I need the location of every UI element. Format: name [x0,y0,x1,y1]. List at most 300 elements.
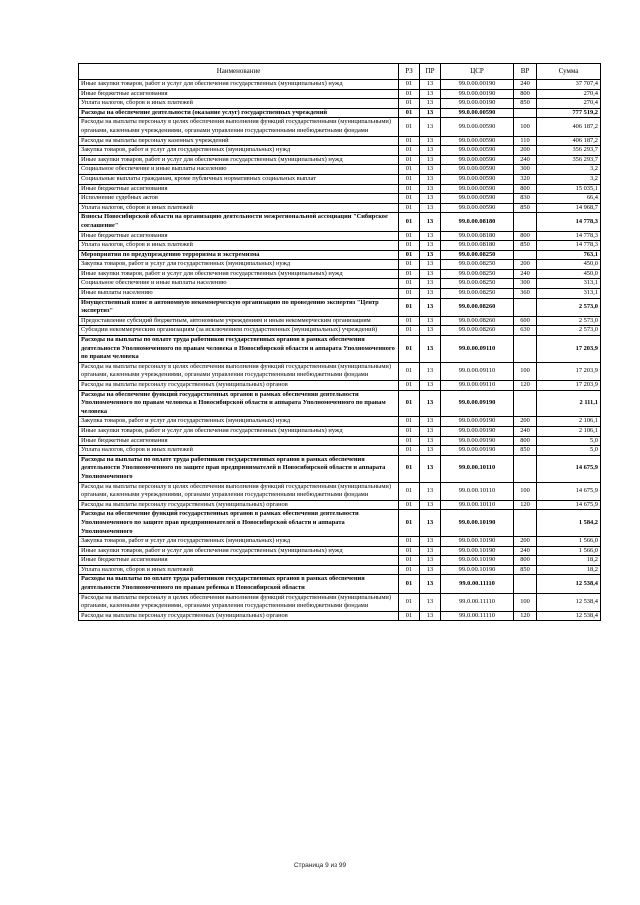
row-vr-cell: 850 [514,99,537,109]
row-vr-cell: 120 [514,611,537,621]
row-sum-cell: 313,1 [537,279,601,289]
row-pr-cell: 13 [420,546,441,556]
table-row [79,118,601,136]
row-csr-cell: 99.0.00.10110 [441,500,514,510]
row-rz-cell: 01 [399,316,420,326]
row-name-cell: Уплата налогов, сборов и иных платежей [79,446,399,456]
row-pr-cell: 13 [420,381,441,391]
row-sum-cell: 763,1 [537,250,601,260]
row-sum-cell: 270,4 [537,99,601,109]
table-row [79,336,601,363]
table-row [79,99,601,109]
row-vr-cell: 100 [514,593,537,611]
row-sum-cell: 2 573,0 [537,316,601,326]
row-pr-cell: 13 [420,260,441,270]
row-pr-cell: 13 [420,136,441,146]
row-vr-cell: 240 [514,269,537,279]
row-sum-cell: 450,0 [537,260,601,270]
row-sum-cell: 37 707,4 [537,80,601,90]
row-pr-cell: 13 [420,118,441,136]
row-name-cell: Иные закупки товаров, работ и услуг для обеспечения государственных (муниципальных) нужд [79,546,399,556]
table-row [79,390,601,417]
row-vr-cell [514,298,537,316]
table-row [79,241,601,251]
row-pr-cell: 13 [420,336,441,363]
row-vr-cell [514,213,537,231]
row-rz-cell: 01 [399,174,420,184]
row-vr-cell [514,575,537,593]
row-vr-cell: 850 [514,203,537,213]
row-name-cell: Иные бюджетные ассигнования [79,89,399,99]
row-name-cell: Уплата налогов, сборов и иных платежей [79,99,399,109]
row-csr-cell: 99.0.00.00190 [441,80,514,90]
row-csr-cell: 99.0.00.09110 [441,336,514,363]
row-name-cell: Уплата налогов, сборов и иных платежей [79,241,399,251]
row-pr-cell: 13 [420,279,441,289]
row-pr-cell: 13 [420,556,441,566]
row-vr-cell: 600 [514,316,537,326]
row-pr-cell: 13 [420,174,441,184]
row-pr-cell: 13 [420,446,441,456]
row-vr-cell: 110 [514,136,537,146]
row-rz-cell: 01 [399,436,420,446]
table-row [79,556,601,566]
row-rz-cell: 01 [399,99,420,109]
row-sum-cell: 14 778,3 [537,241,601,251]
table-row [79,436,601,446]
row-csr-cell: 99.0.00.00590 [441,155,514,165]
table-row [79,362,601,380]
row-sum-cell: 66,4 [537,194,601,204]
table-row [79,289,601,299]
header-csr: ЦСР [441,64,514,80]
row-vr-cell: 100 [514,362,537,380]
row-name-cell: Иные выплаты населению [79,289,399,299]
row-sum-cell: 14 675,9 [537,482,601,500]
row-name-cell: Закупка товаров, работ и услуг для государственных (муниципальных) нужд [79,537,399,547]
row-name-cell: Социальные выплаты гражданам, кроме публичных нормативных социальных выплат [79,174,399,184]
row-vr-cell: 360 [514,289,537,299]
row-rz-cell: 01 [399,510,420,537]
row-rz-cell: 01 [399,593,420,611]
row-pr-cell: 13 [420,89,441,99]
row-pr-cell: 13 [420,575,441,593]
row-vr-cell: 120 [514,500,537,510]
row-csr-cell: 99.0.00.11110 [441,593,514,611]
table-row [79,174,601,184]
table-row [79,260,601,270]
row-name-cell: Предоставление субсидий бюджетным, автономным учреждениям и иным некоммерческим организациям [79,316,399,326]
row-sum-cell: 14 675,9 [537,455,601,482]
row-sum-cell: 18,2 [537,556,601,566]
row-csr-cell: 99.0.00.10190 [441,556,514,566]
row-pr-cell: 13 [420,250,441,260]
row-csr-cell: 99.0.00.08180 [441,241,514,251]
row-rz-cell: 01 [399,446,420,456]
table-row [79,80,601,90]
row-pr-cell: 13 [420,362,441,380]
row-csr-cell: 99.0.00.11110 [441,611,514,621]
row-rz-cell: 01 [399,250,420,260]
row-vr-cell: 240 [514,155,537,165]
header-vr: ВР [514,64,537,80]
row-name-cell: Иные бюджетные ассигнования [79,231,399,241]
row-pr-cell: 13 [420,231,441,241]
row-name-cell: Расходы на выплаты персоналу казенных учреждений [79,136,399,146]
row-name-cell: Расходы на выплаты персоналу в целях обеспечения выполнения функций государственными (муниципальными) органами, казенными учреждениями, органами управления государственными внебюджетными фондами [79,482,399,500]
row-pr-cell: 13 [420,269,441,279]
row-csr-cell: 99.0.00.00190 [441,89,514,99]
table-row [79,194,601,204]
row-pr-cell: 13 [420,390,441,417]
row-csr-cell: 99.0.00.09190 [441,390,514,417]
row-csr-cell: 99.0.00.00190 [441,99,514,109]
row-sum-cell: 2 111,1 [537,390,601,417]
row-vr-cell [514,336,537,363]
row-vr-cell [514,455,537,482]
row-csr-cell: 99.0.00.00590 [441,136,514,146]
row-csr-cell: 99.0.00.00590 [441,184,514,194]
row-pr-cell: 13 [420,455,441,482]
row-vr-cell: 200 [514,260,537,270]
row-sum-cell: 2 106,1 [537,426,601,436]
row-sum-cell: 12 538,4 [537,593,601,611]
table-row [79,213,601,231]
row-sum-cell: 406 187,2 [537,118,601,136]
row-sum-cell: 1 584,2 [537,510,601,537]
row-rz-cell: 01 [399,546,420,556]
header-pr: ПР [420,64,441,80]
row-name-cell: Взносы Новосибирской области на организацию деятельности межрегиональной ассоциации "Сибирское соглашение" [79,213,399,231]
row-vr-cell: 240 [514,80,537,90]
page-number: Страница 9 из 99 [293,862,347,869]
row-name-cell: Иные бюджетные ассигнования [79,556,399,566]
row-pr-cell: 13 [420,565,441,575]
row-pr-cell: 13 [420,203,441,213]
row-sum-cell: 17 203,9 [537,336,601,363]
row-rz-cell: 01 [399,390,420,417]
row-vr-cell: 850 [514,565,537,575]
row-pr-cell: 13 [420,99,441,109]
row-pr-cell: 13 [420,194,441,204]
table-row [79,593,601,611]
row-rz-cell: 01 [399,575,420,593]
row-rz-cell: 01 [399,500,420,510]
row-name-cell: Иные закупки товаров, работ и услуг для обеспечения государственных (муниципальных) нужд [79,269,399,279]
row-rz-cell: 01 [399,89,420,99]
row-rz-cell: 01 [399,194,420,204]
row-name-cell: Расходы на выплаты по оплате труда работников государственных органов в рамках обеспечения деятельности Уполномоченного по правам человека в Новосибирской области и аппарата Уполномоченного по правам человека [79,336,399,363]
row-csr-cell: 99.0.00.08250 [441,250,514,260]
row-pr-cell: 13 [420,298,441,316]
row-name-cell: Иные бюджетные ассигнования [79,436,399,446]
row-sum-cell: 406 187,2 [537,136,601,146]
row-vr-cell [514,250,537,260]
row-pr-cell: 13 [420,482,441,500]
row-pr-cell: 13 [420,80,441,90]
row-csr-cell: 99.0.00.09110 [441,381,514,391]
row-csr-cell: 99.0.00.08250 [441,260,514,270]
row-name-cell: Расходы на выплаты персоналу государственных (муниципальных) органов [79,381,399,391]
row-pr-cell: 13 [420,537,441,547]
row-sum-cell: 313,1 [537,289,601,299]
row-rz-cell: 01 [399,184,420,194]
row-sum-cell: 1 566,0 [537,537,601,547]
row-pr-cell: 13 [420,213,441,231]
table-row [79,381,601,391]
row-name-cell: Расходы на выплаты персоналу государственных (муниципальных) органов [79,500,399,510]
row-rz-cell: 01 [399,213,420,231]
row-csr-cell: 99.0.00.00590 [441,146,514,156]
table-row [79,146,601,156]
table-row [79,279,601,289]
row-name-cell: Расходы на обеспечение деятельности (оказание услуг) государственных учреждений [79,108,399,118]
row-vr-cell: 200 [514,537,537,547]
row-vr-cell: 240 [514,426,537,436]
row-rz-cell: 01 [399,482,420,500]
row-rz-cell: 01 [399,611,420,621]
row-rz-cell: 01 [399,362,420,380]
row-vr-cell: 830 [514,194,537,204]
row-name-cell: Социальное обеспечение и иные выплаты населению [79,165,399,175]
table-row [79,269,601,279]
row-name-cell: Уплата налогов, сборов и иных платежей [79,203,399,213]
row-csr-cell: 99.0.00.08180 [441,231,514,241]
row-csr-cell: 99.0.00.08180 [441,213,514,231]
table-row [79,298,601,316]
row-pr-cell: 13 [420,165,441,175]
row-rz-cell: 01 [399,269,420,279]
row-pr-cell: 13 [420,184,441,194]
row-vr-cell: 850 [514,446,537,456]
table-row [79,546,601,556]
row-csr-cell: 99.0.00.10190 [441,510,514,537]
row-sum-cell: 450,0 [537,269,601,279]
row-pr-cell: 13 [420,326,441,336]
row-csr-cell: 99.0.00.10190 [441,565,514,575]
row-csr-cell: 99.0.00.11110 [441,575,514,593]
row-csr-cell: 99.0.00.08250 [441,269,514,279]
table-row [79,316,601,326]
row-csr-cell: 99.0.00.00590 [441,174,514,184]
row-rz-cell: 01 [399,565,420,575]
row-rz-cell: 01 [399,80,420,90]
row-vr-cell: 240 [514,546,537,556]
table-row [79,165,601,175]
table-row [79,108,601,118]
row-rz-cell: 01 [399,231,420,241]
row-vr-cell: 120 [514,381,537,391]
table-row [79,565,601,575]
row-vr-cell [514,390,537,417]
row-name-cell: Уплата налогов, сборов и иных платежей [79,565,399,575]
row-sum-cell: 5,0 [537,446,601,456]
row-pr-cell: 13 [420,146,441,156]
row-name-cell: Исполнение судебных актов [79,194,399,204]
row-csr-cell: 99.0.00.00590 [441,108,514,118]
table-row [79,417,601,427]
row-rz-cell: 01 [399,136,420,146]
row-vr-cell: 320 [514,174,537,184]
row-sum-cell: 14 778,3 [537,213,601,231]
row-name-cell: Иные закупки товаров, работ и услуг для обеспечения государственных (муниципальных) нужд [79,155,399,165]
row-pr-cell: 13 [420,426,441,436]
row-csr-cell: 99.0.00.00590 [441,165,514,175]
row-vr-cell: 800 [514,89,537,99]
row-vr-cell: 800 [514,556,537,566]
table-row [79,426,601,436]
table-row [79,611,601,621]
table-body [79,80,601,621]
row-rz-cell: 01 [399,326,420,336]
row-vr-cell: 630 [514,326,537,336]
table-row [79,537,601,547]
row-pr-cell: 13 [420,611,441,621]
row-rz-cell: 01 [399,155,420,165]
row-sum-cell: 12 538,4 [537,575,601,593]
table-row [79,575,601,593]
row-sum-cell: 17 203,9 [537,381,601,391]
row-sum-cell: 15 035,1 [537,184,601,194]
row-rz-cell: 01 [399,455,420,482]
document-page [78,63,600,621]
row-csr-cell: 99.0.00.10110 [441,482,514,500]
row-csr-cell: 99.0.00.08260 [441,316,514,326]
table-header-row [79,64,601,80]
row-csr-cell: 99.0.00.08250 [441,289,514,299]
row-vr-cell: 300 [514,165,537,175]
row-rz-cell: 01 [399,417,420,427]
row-csr-cell: 99.0.00.08260 [441,326,514,336]
row-rz-cell: 01 [399,203,420,213]
row-name-cell: Закупка товаров, работ и услуг для государственных (муниципальных) нужд [79,146,399,156]
row-name-cell: Имущественный взнос в автономную некоммерческую организацию по проведению экспертиз "Центр экспертиз" [79,298,399,316]
row-csr-cell: 99.0.00.00590 [441,203,514,213]
table-row [79,500,601,510]
row-rz-cell: 01 [399,537,420,547]
row-vr-cell [514,108,537,118]
row-csr-cell: 99.0.00.10110 [441,455,514,482]
row-csr-cell: 99.0.00.09190 [441,417,514,427]
row-rz-cell: 01 [399,279,420,289]
row-vr-cell: 100 [514,482,537,500]
row-vr-cell: 800 [514,436,537,446]
row-csr-cell: 99.0.00.00590 [441,118,514,136]
row-csr-cell: 99.0.00.08250 [441,279,514,289]
table-row [79,510,601,537]
row-name-cell: Иные закупки товаров, работ и услуг для обеспечения государственных (муниципальных) нужд [79,426,399,436]
row-pr-cell: 13 [420,241,441,251]
row-sum-cell: 14 675,9 [537,500,601,510]
row-vr-cell: 100 [514,118,537,136]
row-name-cell: Расходы на выплаты по оплате труда работников государственных органов в рамках обеспечения деятельности Уполномоченного по защите прав предпринимателей в Новосибирской области и аппарата Уполномоченного [79,455,399,482]
row-csr-cell: 99.0.00.10190 [441,537,514,547]
row-vr-cell [514,510,537,537]
row-name-cell: Расходы на выплаты персоналу в целях обеспечения выполнения функций государственными (муниципальными) органами, казенными учреждениями, органами управления государственными внебюджетными фондами [79,118,399,136]
row-csr-cell: 99.0.00.09110 [441,362,514,380]
row-rz-cell: 01 [399,298,420,316]
table-row [79,482,601,500]
table-row [79,89,601,99]
row-vr-cell: 800 [514,184,537,194]
row-rz-cell: 01 [399,165,420,175]
row-csr-cell: 99.0.00.09190 [441,436,514,446]
row-vr-cell: 800 [514,231,537,241]
table-row [79,455,601,482]
row-vr-cell: 200 [514,146,537,156]
row-name-cell: Социальное обеспечение и иные выплаты населению [79,279,399,289]
row-sum-cell: 3,2 [537,174,601,184]
row-rz-cell: 01 [399,556,420,566]
row-name-cell: Закупка товаров, работ и услуг для государственных (муниципальных) нужд [79,417,399,427]
row-rz-cell: 01 [399,426,420,436]
row-sum-cell: 5,0 [537,436,601,446]
header-sum: Сумма [537,64,601,80]
row-sum-cell: 2 573,0 [537,326,601,336]
row-name-cell: Иные бюджетные ассигнования [79,184,399,194]
table-row [79,155,601,165]
row-sum-cell: 12 538,4 [537,611,601,621]
row-rz-cell: 01 [399,118,420,136]
row-sum-cell: 356 293,7 [537,155,601,165]
header-rz: РЗ [399,64,420,80]
row-rz-cell: 01 [399,241,420,251]
table-row [79,326,601,336]
row-sum-cell: 2 573,0 [537,298,601,316]
row-sum-cell: 14 968,7 [537,203,601,213]
row-name-cell: Расходы на выплаты персоналу в целях обеспечения выполнения функций государственными (муниципальными) органами, казенными учреждениями, органами управления государственными внебюджетными фондами [79,362,399,380]
row-pr-cell: 13 [420,593,441,611]
row-pr-cell: 13 [420,108,441,118]
header-name: Наименование [79,64,399,80]
budget-table [78,63,601,621]
row-csr-cell: 99.0.00.09190 [441,426,514,436]
row-name-cell: Субсидии некоммерческим организациям (за исключением государственных (муниципальных) учреждений) [79,326,399,336]
row-name-cell: Расходы на выплаты по оплате труда работников государственных органов в рамках обеспечения деятельности Уполномоченного по правам ребенка в Новосибирской области [79,575,399,593]
table-row [79,250,601,260]
table-row [79,184,601,194]
row-vr-cell: 300 [514,279,537,289]
row-rz-cell: 01 [399,381,420,391]
row-csr-cell: 99.0.00.08260 [441,298,514,316]
row-name-cell: Расходы на выплаты персоналу в целях обеспечения выполнения функций государственными (муниципальными) органами, казенными учреждениями, органами управления государственными внебюджетными фондами [79,593,399,611]
row-vr-cell: 850 [514,241,537,251]
row-vr-cell: 200 [514,417,537,427]
row-pr-cell: 13 [420,510,441,537]
table-row [79,203,601,213]
row-name-cell: Расходы на обеспечение функций государственных органов в рамках обеспечения деятельности Уполномоченного по защите прав предпринимателей в Новосибирской области и аппарата Уполномоченного [79,510,399,537]
row-sum-cell: 18,2 [537,565,601,575]
row-rz-cell: 01 [399,108,420,118]
row-rz-cell: 01 [399,146,420,156]
row-rz-cell: 01 [399,289,420,299]
row-name-cell: Расходы на обеспечение функций государственных органов в рамках обеспечения деятельности Уполномоченного по правам человека в Новосибирской области и аппарата Уполномоченного по правам человека [79,390,399,417]
row-sum-cell: 3,2 [537,165,601,175]
row-csr-cell: 99.0.00.10190 [441,546,514,556]
row-pr-cell: 13 [420,417,441,427]
row-pr-cell: 13 [420,500,441,510]
row-rz-cell: 01 [399,336,420,363]
row-sum-cell: 17 203,9 [537,362,601,380]
row-pr-cell: 13 [420,436,441,446]
row-rz-cell: 01 [399,260,420,270]
table-row [79,231,601,241]
row-csr-cell: 99.0.00.09190 [441,446,514,456]
row-name-cell: Мероприятия по предупреждению терроризма и экстремизма [79,250,399,260]
row-name-cell: Закупка товаров, работ и услуг для государственных (муниципальных) нужд [79,260,399,270]
row-csr-cell: 99.0.00.00590 [441,194,514,204]
row-sum-cell: 356 293,7 [537,146,601,156]
